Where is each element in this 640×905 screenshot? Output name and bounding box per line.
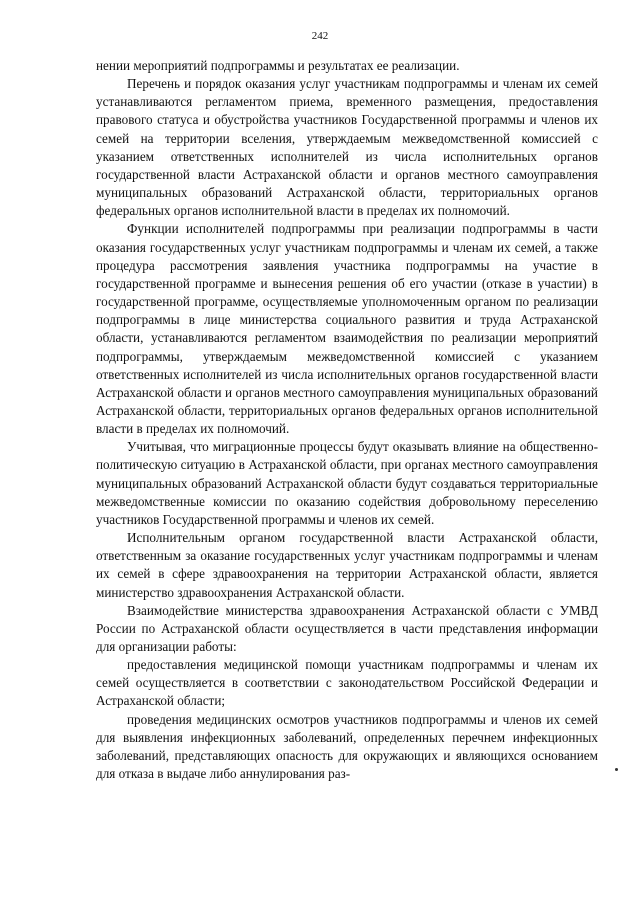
paragraph-medical-exams: проведения медицинских осмотров участников подпрограммы и членов их семей для выявления инфекционных заболеваний, определенных перечнем инфекционных заболеваний, представляющих опасность для окружающих и являющихся основанием для отказа в выдаче либо аннулирования раз-: [96, 711, 598, 782]
document-body: [96, 57, 598, 783]
page-number: 242: [311, 30, 329, 42]
paragraph-health-ministry: Исполнительным органом государственной власти Астраханской области, ответственным за оказание государственных услуг участникам подпрограммы и членам их семей в сфере здравоохранения на территории Астраханской области, является министерство здравоохранения Астраханской области.: [96, 530, 598, 600]
paragraph-migration-processes: Учитывая, что миграционные процессы будут оказывать влияние на общественно-политическую ситуацию в Астраханской области, при органах местного самоуправления муниципальных образований Астраханской области будут создаваться территориальные межведомственные комиссии по оказанию содействия добровольному переселению участников Государственной программы и членов их семей.: [96, 439, 598, 527]
paragraph-executor-functions: Функции исполнителей подпрограммы при реализации подпрограммы в части оказания государственных услуг участникам подпрограммы и членам их семей, а также процедура рассмотрения заявления участника подпрограммы на участие в государственной программе и вынесения решения об его участии (отказе в участии) в государственной программе, осуществляемые уполномоченным органом по реализации подпрограммы в лице министерства социального развития и труда Астраханской области, устанавливаются регламентом взаимодействия по реализации мероприятий подпрограммы, утверждаемым межведомственной комиссией с указанием ответственных исполнителей из числа исполнительных органов государственной власти Астраханской области и органов местного самоуправления муниципальных образований Астраханской области, территориальных органов федеральных органов исполнительной власти в пределах их полномочий.: [96, 221, 598, 437]
paragraph-medical-care: предоставления медицинской помощи участникам подпрограммы и членам их семей осуществляется в соответствии с законодательством Российской Федерации и Астраханской области;: [96, 657, 598, 709]
paragraph-continuation: нении мероприятий подпрограммы и результатах ее реализации.: [96, 58, 460, 73]
paragraph-services-order: Перечень и порядок оказания услуг участникам подпрограммы и членам их семей устанавливаются регламентом приема, временного размещения, предоставления правового статуса и обустройства участников Государственной программы и членов их семей на территории вселения, утверждаемым межведомственной комиссией с указанием ответственных исполнителей из числа исполнительных органов государственной власти Астраханской области и органов местного самоуправления муниципальных образований Астраханской области, территориальных органов федеральных органов исполнительной власти в пределах их полномочий.: [96, 76, 598, 219]
scan-speck: [615, 768, 618, 771]
paragraph-interaction: Взаимодействие министерства здравоохранения Астраханской области с УМВД России по Астраханской области осуществляется в части представления информации для организации работы:: [96, 602, 598, 654]
